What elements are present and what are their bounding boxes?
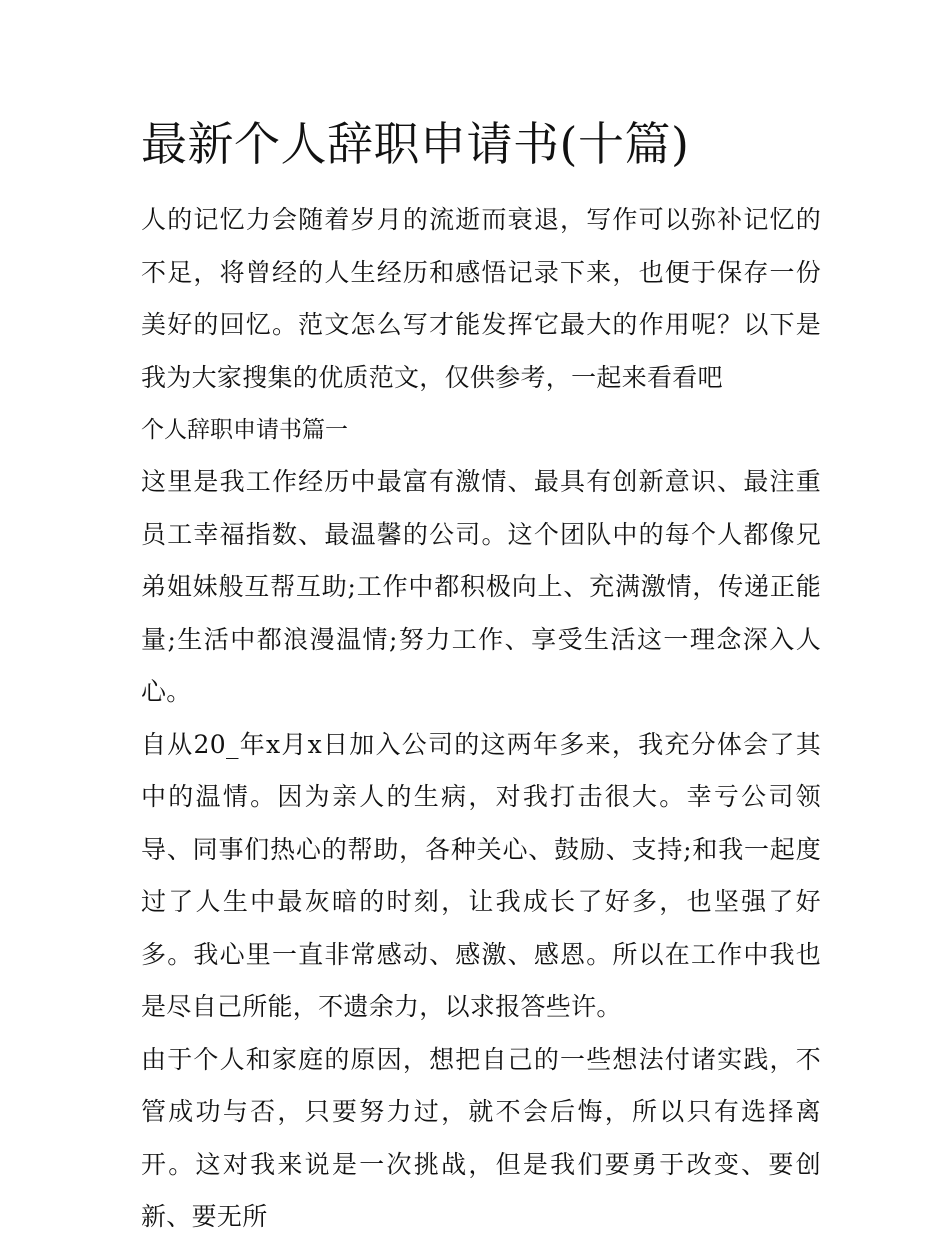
- body-paragraph-3: 由于个人和家庭的原因，想把自己的一些想法付诸实践，不管成功与否，只要努力过，就不会后悔，所以只有选择离开。这对我来说是一次挑战，但是我们要勇于改变、要创新、要无所: [141, 1044, 821, 1231]
- body-paragraph-2: 自从20_年x月x日加入公司的这两年多来，我充分体会了其中的温情。因为亲人的生病，对我打击很大。幸亏公司领导、同事们热心的帮助，各种关心、鼓励、支持;和我一起度过了人生中最灰暗的时刻，让我成长了好多，也坚强了好多。我心里一直非常感动、感激、感恩。所以在工作中我也是尽自己所能，不遗余力，以求报答些许。: [141, 729, 821, 1021]
- intro-paragraph: 人的记忆力会随着岁月的流逝而衰退，写作可以弥补记忆的不足，将曾经的人生经历和感悟记录下来，也便于保存一份美好的回忆。范文怎么写才能发挥它最大的作用呢？以下是我为大家搜集的优质范文，仅供参考，一起来看看吧: [141, 205, 821, 392]
- document-title: 最新个人辞职申请书(十篇): [141, 117, 690, 171]
- section-heading: 个人辞职申请书篇一: [141, 417, 348, 443]
- body-paragraph-1: 这里是我工作经历中最富有激情、最具有创新意识、最注重员工幸福指数、最温馨的公司。这个团队中的每个人都像兄弟姐妹般互帮互助;工作中都积极向上、充满激情，传递正能量;生活中都浪漫温情;努力工作、享受生活这一理念深入人心。: [141, 467, 821, 706]
- document-body: [141, 112, 821, 1244]
